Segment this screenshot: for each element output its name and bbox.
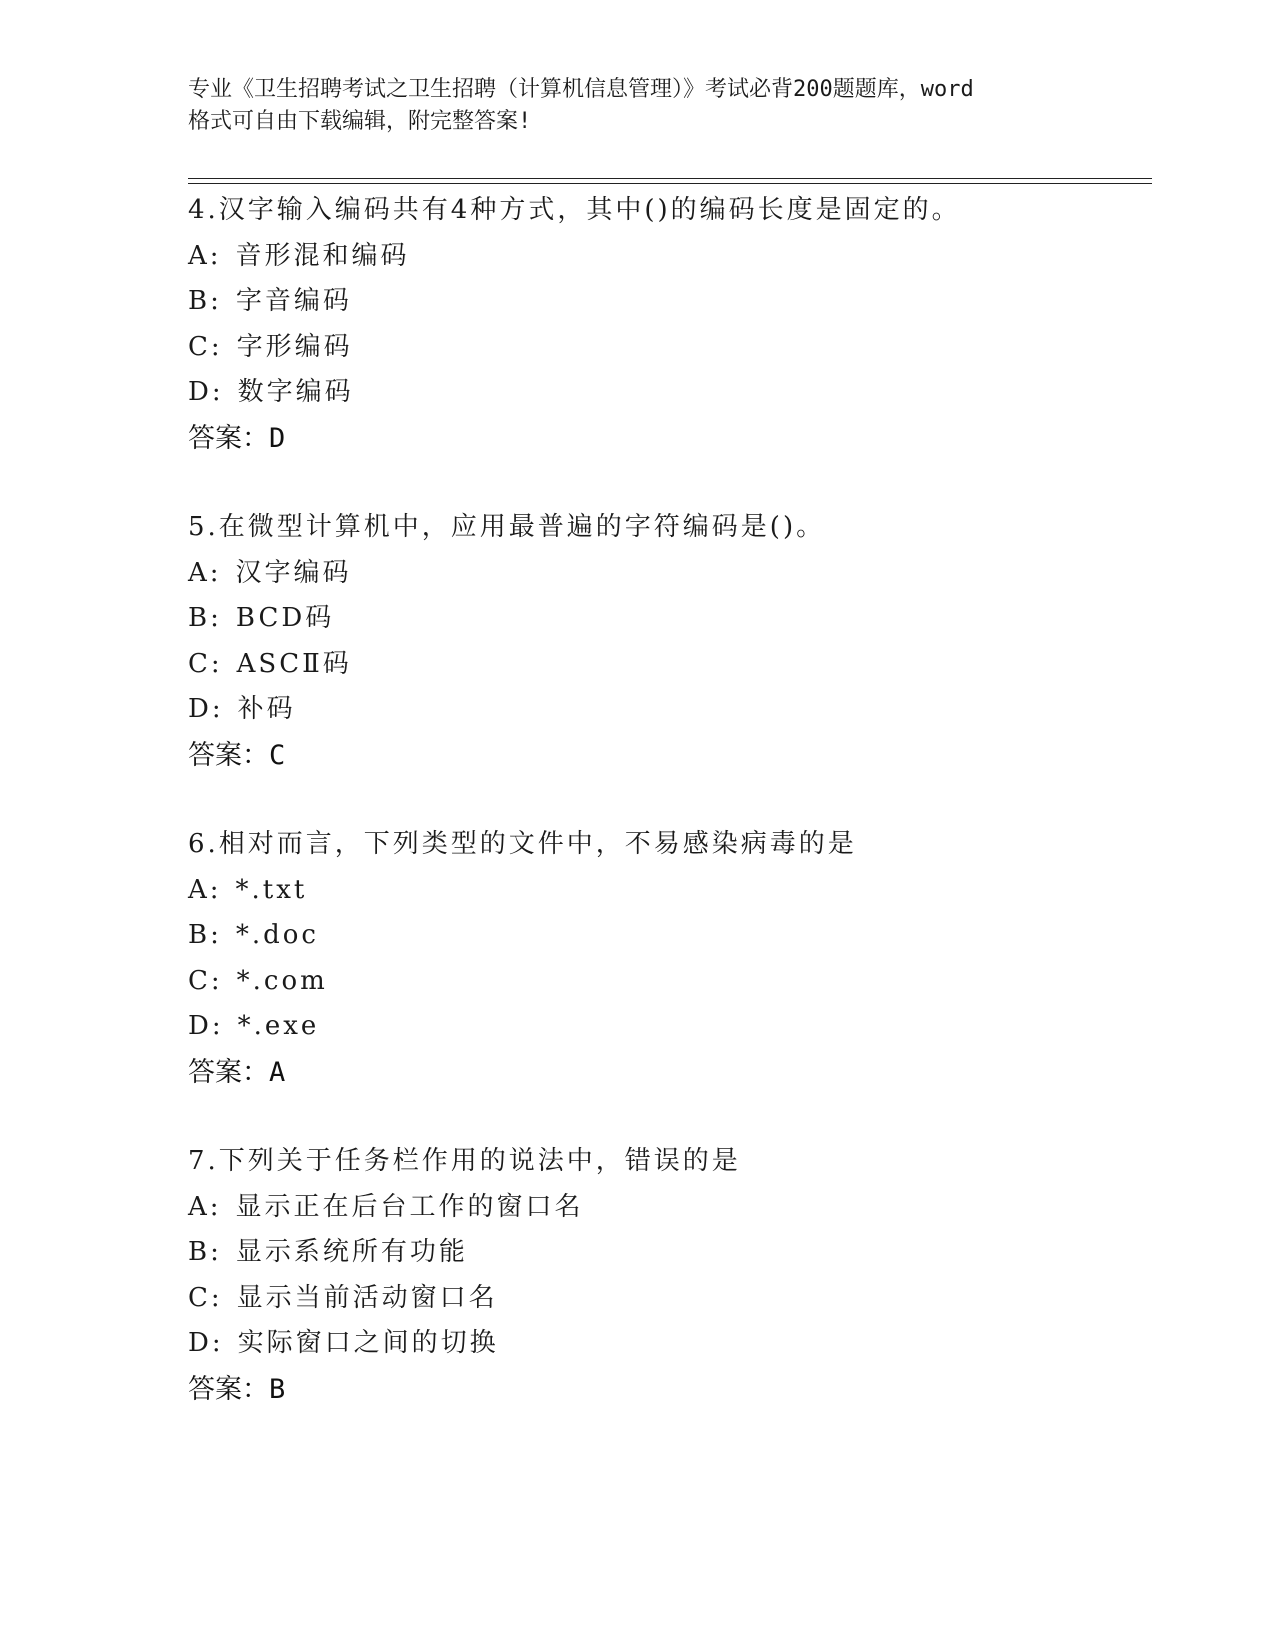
answer-label: 答案： <box>188 1056 269 1088</box>
option-label: C: <box>188 648 223 679</box>
option-a <box>188 1185 1148 1231</box>
option-c <box>188 1276 1148 1322</box>
option-a <box>188 868 1148 914</box>
question-stem: 4.汉字输入编码共有4种方式，其中()的编码长度是固定的。 <box>188 195 961 225</box>
header-title-line-2: 格式可自由下载编辑，附完整答案! <box>188 109 532 134</box>
question-4 <box>188 188 1148 461</box>
option-label: B: <box>188 920 222 950</box>
option-text: 显示当前活动窗口名 <box>236 1282 498 1313</box>
option-text: 实际窗口之间的切换 <box>237 1328 499 1358</box>
answer <box>188 1050 1148 1096</box>
answer-value: A <box>269 1056 286 1088</box>
option-c <box>188 959 1148 1005</box>
option-label: D: <box>188 694 224 724</box>
option-c <box>188 325 1148 371</box>
option-b <box>188 913 1148 959</box>
option-text: *.exe <box>237 1011 320 1041</box>
option-text: 数字编码 <box>237 377 354 407</box>
answer <box>188 416 1148 462</box>
option-d <box>188 687 1148 733</box>
option-b <box>188 596 1148 642</box>
answer-value: C <box>269 739 286 771</box>
answer-value: B <box>269 1373 286 1405</box>
answer <box>188 733 1148 779</box>
question-list <box>188 188 1148 1412</box>
option-b <box>188 279 1148 325</box>
question-gap <box>188 1095 1148 1139</box>
option-b <box>188 1230 1148 1276</box>
question-5 <box>188 505 1148 778</box>
answer <box>188 1367 1148 1413</box>
option-label: B: <box>188 1237 222 1267</box>
question-gap <box>188 461 1148 505</box>
answer-label: 答案： <box>188 1373 269 1405</box>
header-divider-top <box>188 178 1152 179</box>
option-text: *.txt <box>235 874 308 905</box>
option-label: C: <box>188 1282 223 1313</box>
option-a <box>188 234 1148 280</box>
option-text: *.doc <box>235 920 319 950</box>
option-text: BCD码 <box>235 603 335 633</box>
question-gap <box>188 778 1148 822</box>
option-label: D: <box>188 1328 224 1358</box>
question-7 <box>188 1139 1148 1412</box>
question-stem: 5.在微型计算机中，应用最普遍的字符编码是()。 <box>188 512 826 542</box>
option-c <box>188 642 1148 688</box>
option-a <box>188 551 1148 597</box>
option-text: 补码 <box>237 694 296 724</box>
option-text: 音形混和编码 <box>235 240 410 271</box>
question-stem: 6.相对而言，下列类型的文件中，不易感染病毒的是 <box>188 829 857 859</box>
option-text: 显示正在后台工作的窗口名 <box>235 1191 584 1222</box>
document-header <box>188 74 1088 138</box>
answer-label: 答案： <box>188 739 269 771</box>
question-6 <box>188 822 1148 1095</box>
option-label: A: <box>188 874 222 905</box>
option-label: D: <box>188 1011 224 1041</box>
question-stem: 7.下列关于任务栏作用的说法中，错误的是 <box>188 1146 741 1176</box>
option-d <box>188 1004 1148 1050</box>
option-text: *.com <box>236 965 328 996</box>
option-text: 汉字编码 <box>235 557 352 588</box>
option-text: 字音编码 <box>235 286 352 316</box>
option-label: D: <box>188 377 224 407</box>
option-d <box>188 370 1148 416</box>
answer-value: D <box>269 422 286 454</box>
option-label: B: <box>188 603 222 633</box>
option-label: A: <box>188 240 222 271</box>
header-title-line-1: 专业《卫生招聘考试之卫生招聘（计算机信息管理）》考试必背200题题库，word <box>188 77 974 102</box>
option-label: A: <box>188 1191 222 1222</box>
header-divider-bottom <box>188 183 1152 184</box>
option-text: ASCⅡ码 <box>236 648 352 679</box>
answer-label: 答案： <box>188 422 269 454</box>
option-text: 字形编码 <box>236 331 353 362</box>
option-label: B: <box>188 286 222 316</box>
option-d <box>188 1321 1148 1367</box>
option-label: C: <box>188 331 223 362</box>
option-label: C: <box>188 965 223 996</box>
option-label: A: <box>188 557 222 588</box>
option-text: 显示系统所有功能 <box>235 1237 468 1267</box>
